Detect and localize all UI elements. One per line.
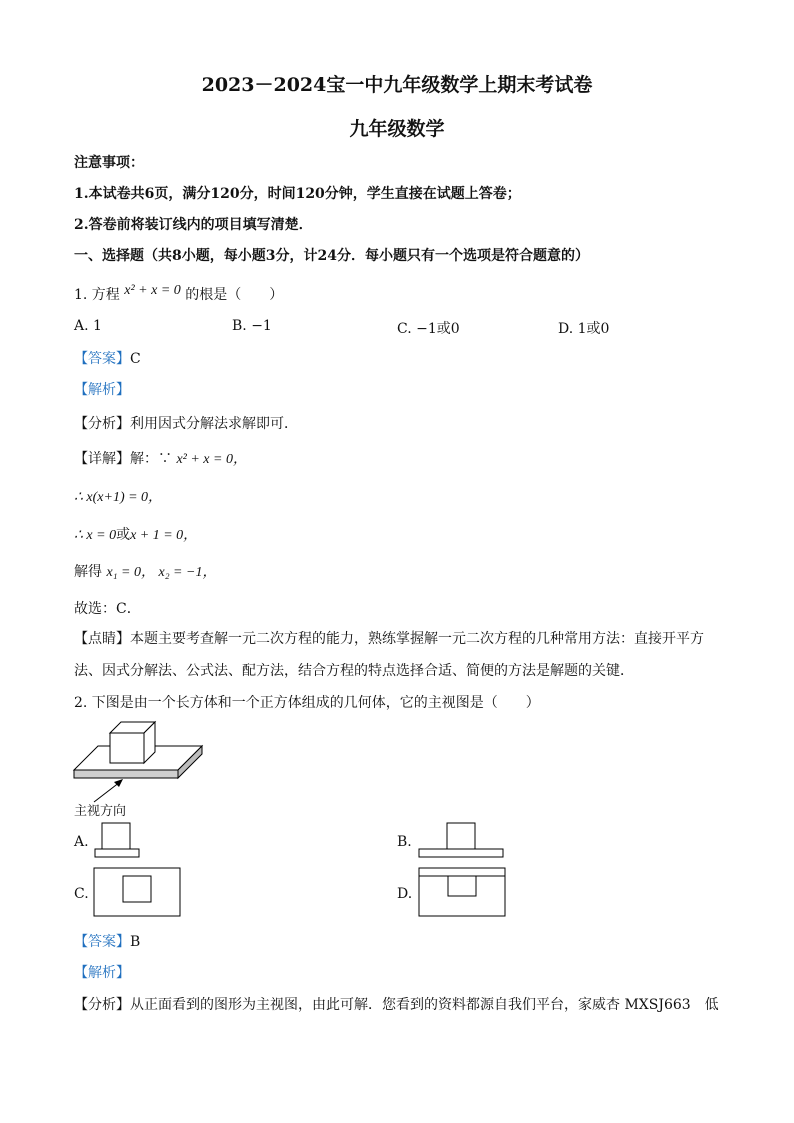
q1-option-d: D. 1或0 (558, 321, 610, 337)
exam-title: 2023－2024宝一中九年级数学上期末考试卷 (201, 74, 593, 96)
q1-equation: x² + x = 0 (124, 283, 181, 298)
q2-option-b-figure (417, 822, 505, 860)
q1-prefix: 1. 方程 (74, 287, 120, 303)
q2-option-c-label: C. (74, 886, 89, 902)
q2-option-d-figure (417, 866, 507, 918)
q2-analysis-tag: 【解析】 (74, 965, 130, 981)
q1-step-3 (74, 524, 197, 544)
section-heading: 一、选择题（共8小题，每小题3分，计24分．每小题只有一个选项是符合题意的） (74, 248, 589, 264)
q1-comment-line-2: 法、因式分解法、公式法、配方法，结合方程的特点选择合适、简便的方法是解题的关键． (74, 663, 634, 679)
step3-a: ∴ x = 0 (74, 528, 117, 543)
q2-fenxi (74, 994, 719, 1014)
q2-option-b-label: B. (397, 834, 412, 850)
fenxi-tag: 【分析】 (74, 416, 130, 432)
q1-option-c: C. −1或0 (397, 321, 460, 337)
outer-rectangle (419, 868, 505, 916)
slab-shape (419, 849, 503, 857)
q2-answer (74, 931, 140, 951)
notes-item-2: 2.答卷前将装订线内的项目填写清楚． (74, 217, 313, 233)
square-shape (447, 823, 475, 849)
q2-option-c-figure (92, 866, 182, 918)
inner-square (123, 876, 151, 902)
answer-tag: 【答案】 (74, 351, 130, 367)
q1-answer (74, 348, 141, 368)
fenxi-tag: 【分析】 (74, 997, 130, 1013)
exam-subtitle: 九年级数学 (349, 118, 445, 140)
view-direction-arrow (94, 782, 120, 802)
answer-value: C (130, 351, 141, 367)
q1-option-a: A. 1 (74, 318, 102, 334)
step4-equation: x₁ = 0， x₂ = −1， (106, 565, 217, 580)
detail-tag: 【详解】 (74, 451, 130, 467)
q1-step-4 (74, 561, 216, 581)
q2-option-a-figure (93, 822, 141, 860)
fenxi-text: 利用因式分解法求解即可． (130, 416, 298, 432)
notes-item-1: 1.本试卷共6页，满分120分，时间120分钟，学生直接在试题上答卷； (74, 186, 521, 202)
detail-equation: x² + x = 0， (176, 452, 247, 467)
detail-intro: 解：∵ (130, 451, 172, 467)
step3-b: x + 1 = 0， (130, 528, 198, 543)
q1-fenxi (74, 413, 298, 433)
notes-heading: 注意事项： (74, 155, 144, 171)
cube-front-face (110, 733, 144, 763)
q1-analysis-tag: 【解析】 (74, 382, 130, 398)
question-1-stem (74, 284, 283, 304)
outer-rectangle (94, 868, 180, 916)
step3-mid: 或 (116, 527, 131, 543)
slab-shape (95, 849, 139, 857)
answer-tag: 【答案】 (74, 934, 130, 950)
square-shape (102, 823, 130, 849)
q1-comment (74, 628, 704, 648)
step4-prefix: 解得 (74, 564, 102, 580)
q2-option-a-label: A. (74, 834, 89, 850)
q1-step-2: ∴ x(x+1) = 0， (74, 490, 163, 505)
question-2-stem: 2. 下图是由一个长方体和一个正方体组成的几何体，它的主视图是（ ） (74, 695, 540, 711)
fenxi-text: 从正面看到的图形为主视图，由此可解．您看到的资料都源自我们平台，家威杏 MXSJ663 低 (130, 997, 719, 1013)
comment-line-1: 本题主要考查解一元二次方程的能力，熟练掌握解一元二次方程的几种常用方法：直接开平方 (130, 631, 704, 647)
inner-square (448, 876, 476, 896)
comment-tag: 【点睛】 (74, 631, 130, 647)
view-direction-label: 主视方向 (74, 804, 127, 819)
answer-value: B (130, 934, 141, 950)
q1-suffix: 的根是（ ） (185, 287, 284, 303)
q1-option-b: B. −1 (232, 318, 272, 334)
q1-choose: 故选：C． (74, 601, 141, 617)
q2-option-d-label: D. (397, 886, 413, 902)
slab-front-face (74, 770, 178, 778)
q1-detail (74, 448, 247, 468)
